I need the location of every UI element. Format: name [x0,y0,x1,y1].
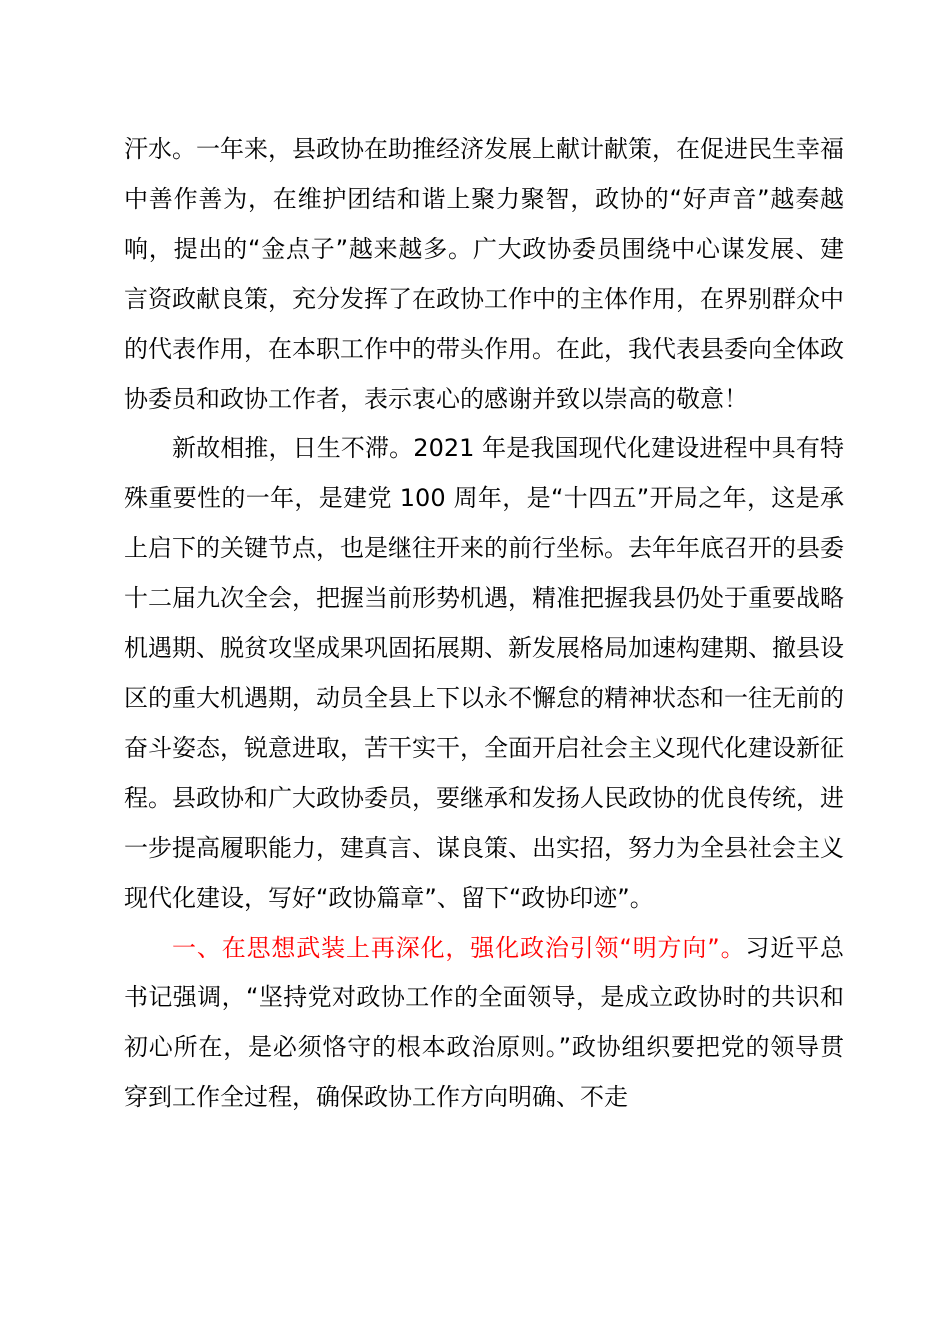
paragraph-text: 新故相推，日生不滞。2021 年是我国现代化建设进程中具有特殊重要性的一年，是建党 100 周年，是“十四五”开局之年，这是承上启下的关键节点，也是继往开来的前行坐标。去年年底召开的县委十二届九次全会，把握当前形势机遇，精准把握我县仍处于重要战略机遇期、脱贫攻坚成果巩固拓展期、新发展格局加速构建期、撤县设区的重大机遇期，动员全县上下以永不懈怠的精神状态和一往无前的奋斗姿态，锐意进取，苦干实干，全面开启社会主义现代化建设新征程。县政协和广大政协委员，要继承和发扬人民政协的优良传统，进一步提高履职能力，建真言、谋良策、出实招，努力为全县社会主义现代化建设，写好“政协篇章”、留下“政协印迹”。 [124,434,844,912]
paragraph-section-one [124,924,844,1124]
paragraph-text: 汗水。一年来，县政协在助推经济发展上献计献策，在促进民生幸福中善作善为，在维护团结和谐上聚力聚智，政协的“好声音”越奏越响，提出的“金点子”越来越多。广大政协委员围绕中心谋发展、建言资政献良策，充分发挥了在政协工作中的主体作用，在界别群众中的代表作用，在本职工作中的带头作用。在此，我代表县委向全体政协委员和政协工作者，表示衷心的感谢并致以崇高的敬意！ [124,135,844,413]
document-body [124,125,844,1123]
paragraph-gratitude [124,125,844,424]
paragraph-outlook [124,424,844,923]
section-heading: 一、在思想武装上再深化，强化政治引领“明方向”。 [172,933,746,962]
paragraph-text: 习近平总书记强调，“坚持党对政协工作的全面领导，是成立政协时的共识和初心所在，是必须恪守的根本政治原则。”政协组织要把党的领导贯穿到工作全过程，确保政协工作方向明确、不走 [124,933,844,1112]
